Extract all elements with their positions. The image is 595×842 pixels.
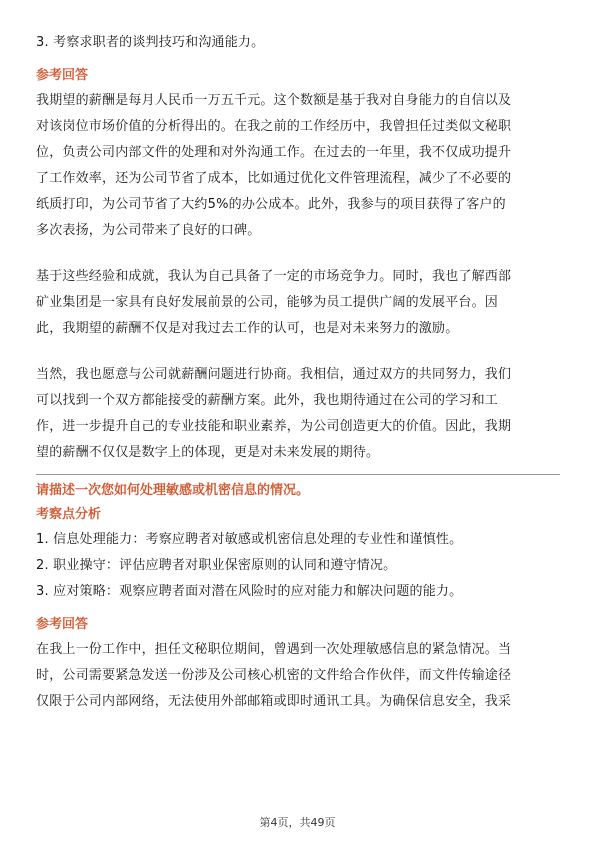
text-line: 在我上一份工作中，担任文秘职位期间，曾遇到一次处理敏感信息的紧急情况。当 bbox=[36, 642, 512, 657]
text-line: 此，我期望的薪酬不仅是对我过去工作的认可，也是对未来努力的激励。 bbox=[36, 321, 459, 336]
answer-paragraph-3 bbox=[36, 362, 560, 466]
answer-paragraph-2 bbox=[36, 264, 560, 342]
section-divider bbox=[36, 474, 560, 475]
text-line: 作，进一步提升自己的专业技能和职业素养，为公司创造更大的价值。因此，我期 bbox=[36, 419, 512, 434]
page-content bbox=[36, 30, 560, 715]
text-line: 位，负责公司内部文件的处理和对外沟通工作。在过去的一年里，我不仅成功提升 bbox=[36, 145, 512, 160]
text-line: 纸质打印，为公司节省了大约5%的办公成本。此外，我参与的项目获得了客户的 bbox=[36, 197, 506, 212]
text-line: 我期望的薪酬是每月人民币一万五千元。这个数额是基于我对自身能力的自信以及 bbox=[36, 93, 512, 108]
text-line: 了工作效率，还为公司节省了成本，比如通过优化文件管理流程，减少了不必要的 bbox=[36, 171, 512, 186]
text-line: 基于这些经验和成就，我认为自己具备了一定的市场竞争力。同时，我也了解西部 bbox=[36, 269, 512, 284]
analysis-label: 考察点分析 bbox=[36, 507, 102, 522]
assessment-item-3: 3. 考察求职者的谈判技巧和沟通能力。 bbox=[36, 35, 265, 50]
page-number-footer: 第4页，共49页 bbox=[259, 816, 336, 829]
question-title: 请描述一次您如何处理敏感或机密信息的情况。 bbox=[36, 483, 310, 498]
analysis-item: 2. 职业操守：评估应聘者对职业保密原则的认同和遵守情况。 bbox=[36, 558, 397, 573]
answer-paragraph-1 bbox=[36, 88, 560, 244]
analysis-item: 1. 信息处理能力：考察应聘者对敏感或机密信息处理的专业性和谨慎性。 bbox=[36, 532, 463, 547]
analysis-list bbox=[36, 527, 560, 605]
answer-paragraph-4 bbox=[36, 637, 560, 715]
reference-answer-label-2: 参考回答 bbox=[36, 617, 89, 632]
reference-answer-label: 参考回答 bbox=[36, 68, 89, 83]
text-line: 多次表扬，为公司带来了良好的口碑。 bbox=[36, 223, 261, 238]
text-line: 时，公司需要紧急发送一份涉及公司核心机密的文件给合作伙伴，而文件传输途径 bbox=[36, 668, 512, 683]
text-line: 矿业集团是一家具有良好发展前景的公司，能够为员工提供广阔的发展平台。因 bbox=[36, 295, 499, 310]
text-line: 对该岗位市场价值的分析得出的。在我之前的工作经历中，我曾担任过类似文秘职 bbox=[36, 119, 512, 134]
text-line: 可以找到一个双方都能接受的薪酬方案。此外，我也期待通过在公司的学习和工 bbox=[36, 393, 499, 408]
text-line: 当然，我也愿意与公司就薪酬问题进行协商。我相信，通过双方的共同努力，我们 bbox=[36, 367, 512, 382]
analysis-item: 3. 应对策略：观察应聘者面对潜在风险时的应对能力和解决问题的能力。 bbox=[36, 584, 463, 599]
text-line: 望的薪酬不仅仅是数字上的体现，更是对未来发展的期待。 bbox=[36, 445, 380, 460]
text-line: 仅限于公司内部网络，无法使用外部邮箱或即时通讯工具。为确保信息安全，我采 bbox=[36, 694, 512, 709]
